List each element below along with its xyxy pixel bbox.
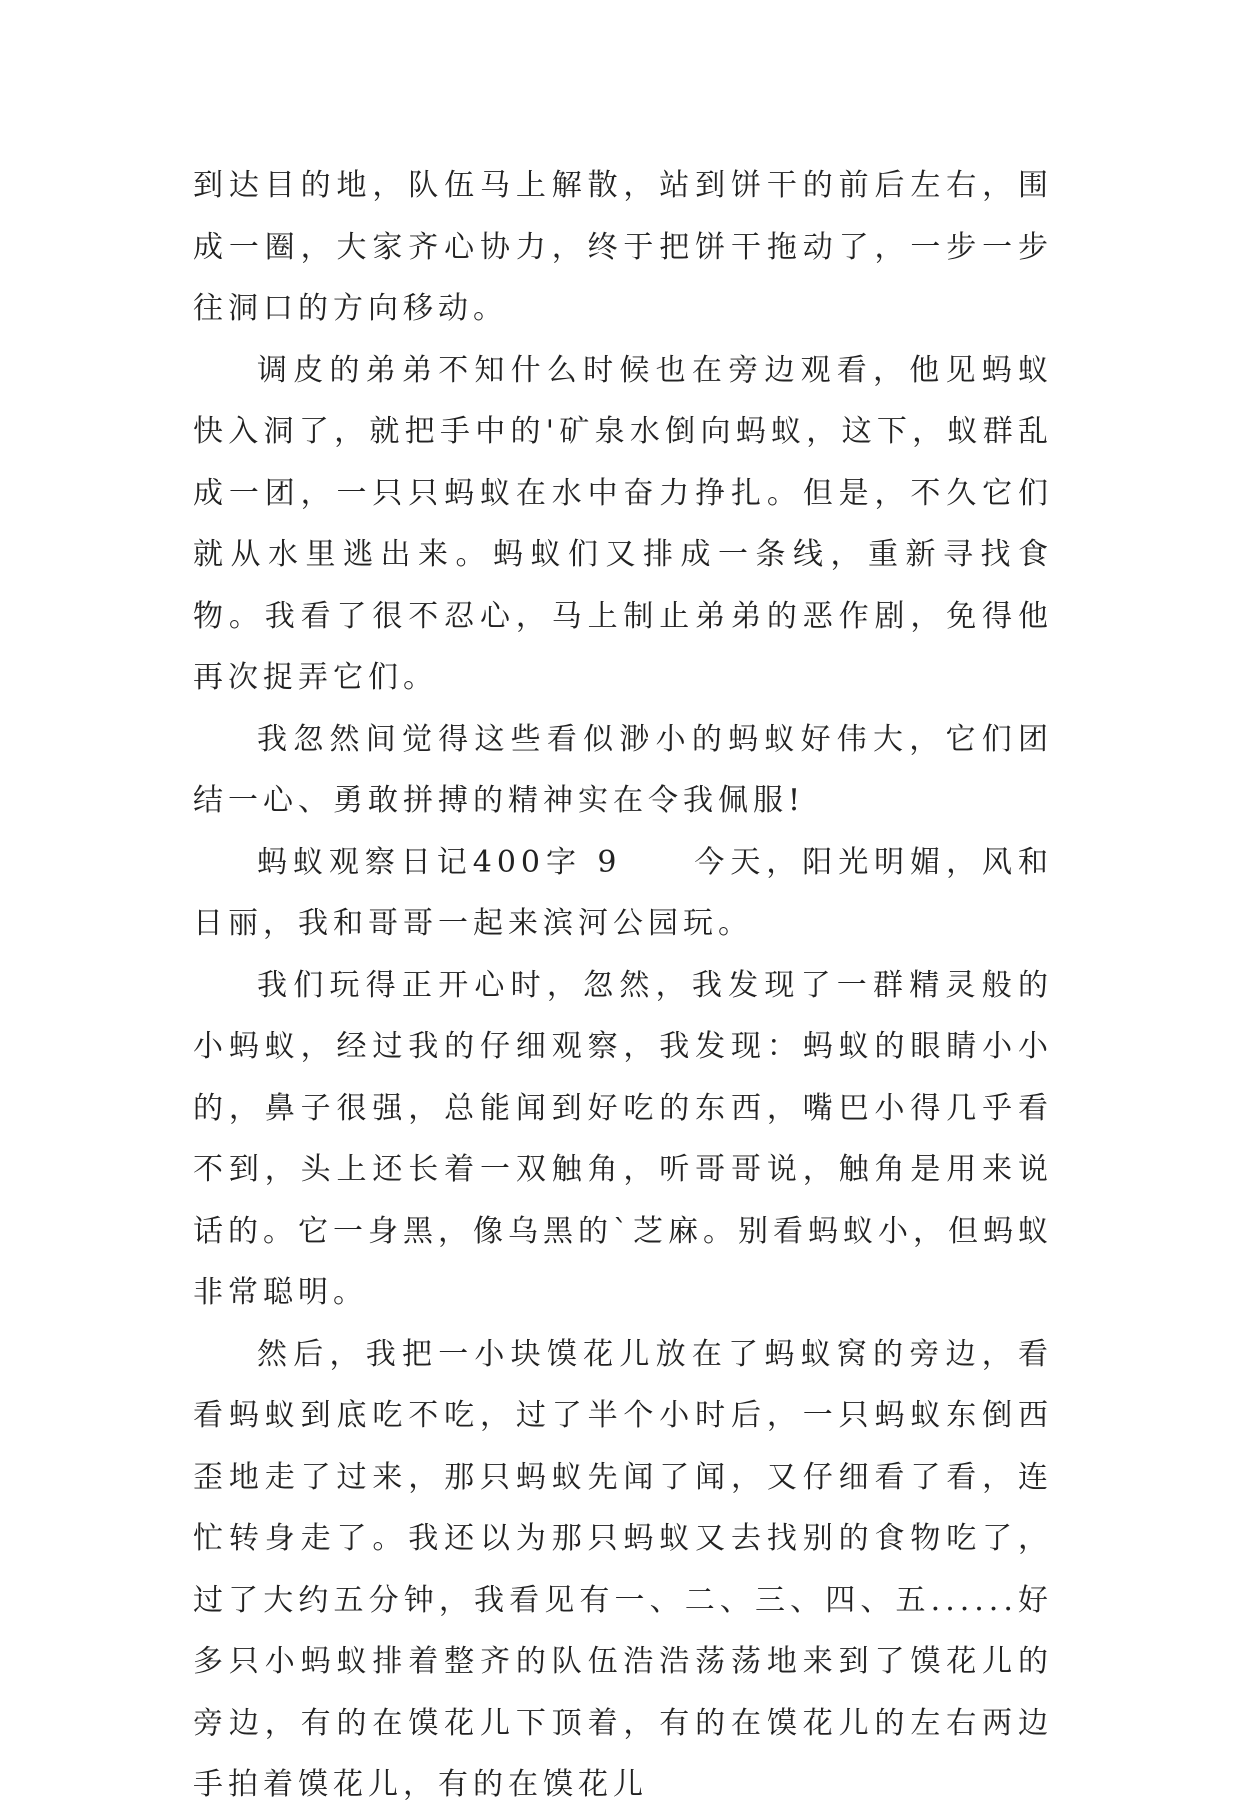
paragraph-4: 蚂蚁观察日记400字 9 今天，阳光明媚，风和日丽，我和哥哥一起来滨河公园玩。 [193,844,1053,941]
paragraph-2: 调皮的弟弟不知什么时候也在旁边观看，他见蚂蚁快入洞了，就把手中的'矿泉水倒向蚂蚁，这下，蚁群乱成一团，一只只蚂蚁在水中奋力挣扎。但是，不久它们就从水里逃出来。蚂蚁们又排成一条线，重新寻找食物。我看了很不忍心，马上制止弟弟的恶作剧，免得他再次捉弄它们。 [193,352,1053,695]
paragraph-5: 我们玩得正开心时，忽然，我发现了一群精灵般的小蚂蚁，经过我的仔细观察，我发现：蚂蚁的眼睛小小的，鼻子很强，总能闻到好吃的东西，嘴巴小得几乎看不到，头上还长着一双触角，听哥哥说，触角是用来说话的。它一身黑，像乌黑的`芝麻。别看蚂蚁小，但蚂蚁非常聪明。 [193,967,1053,1310]
paragraph-3: 我忽然间觉得这些看似渺小的蚂蚁好伟大，它们团结一心、勇敢拼搏的精神实在令我佩服! [193,721,1053,818]
paragraph-1: 到达目的地，队伍马上解散，站到饼干的前后左右，围成一圈，大家齐心协力，终于把饼干拖动了，一步一步往洞口的方向移动。 [193,168,1053,326]
document-body [193,155,1053,1816]
paragraph-6: 然后，我把一小块馍花儿放在了蚂蚁窝的旁边，看看蚂蚁到底吃不吃，过了半个小时后，一只蚂蚁东倒西歪地走了过来，那只蚂蚁先闻了闻，又仔细看了看，连忙转身走了。我还以为那只蚂蚁又去找别的食物吃了，过了大约五分钟，我看见有一、二、三、四、五......好多只小蚂蚁排着整齐的队伍浩浩荡荡地来到了馍花儿的旁边，有的在馍花儿下顶着，有的在馍花儿的左右两边手拍着馍花儿，有的在馍花儿 [193,1336,1053,1802]
